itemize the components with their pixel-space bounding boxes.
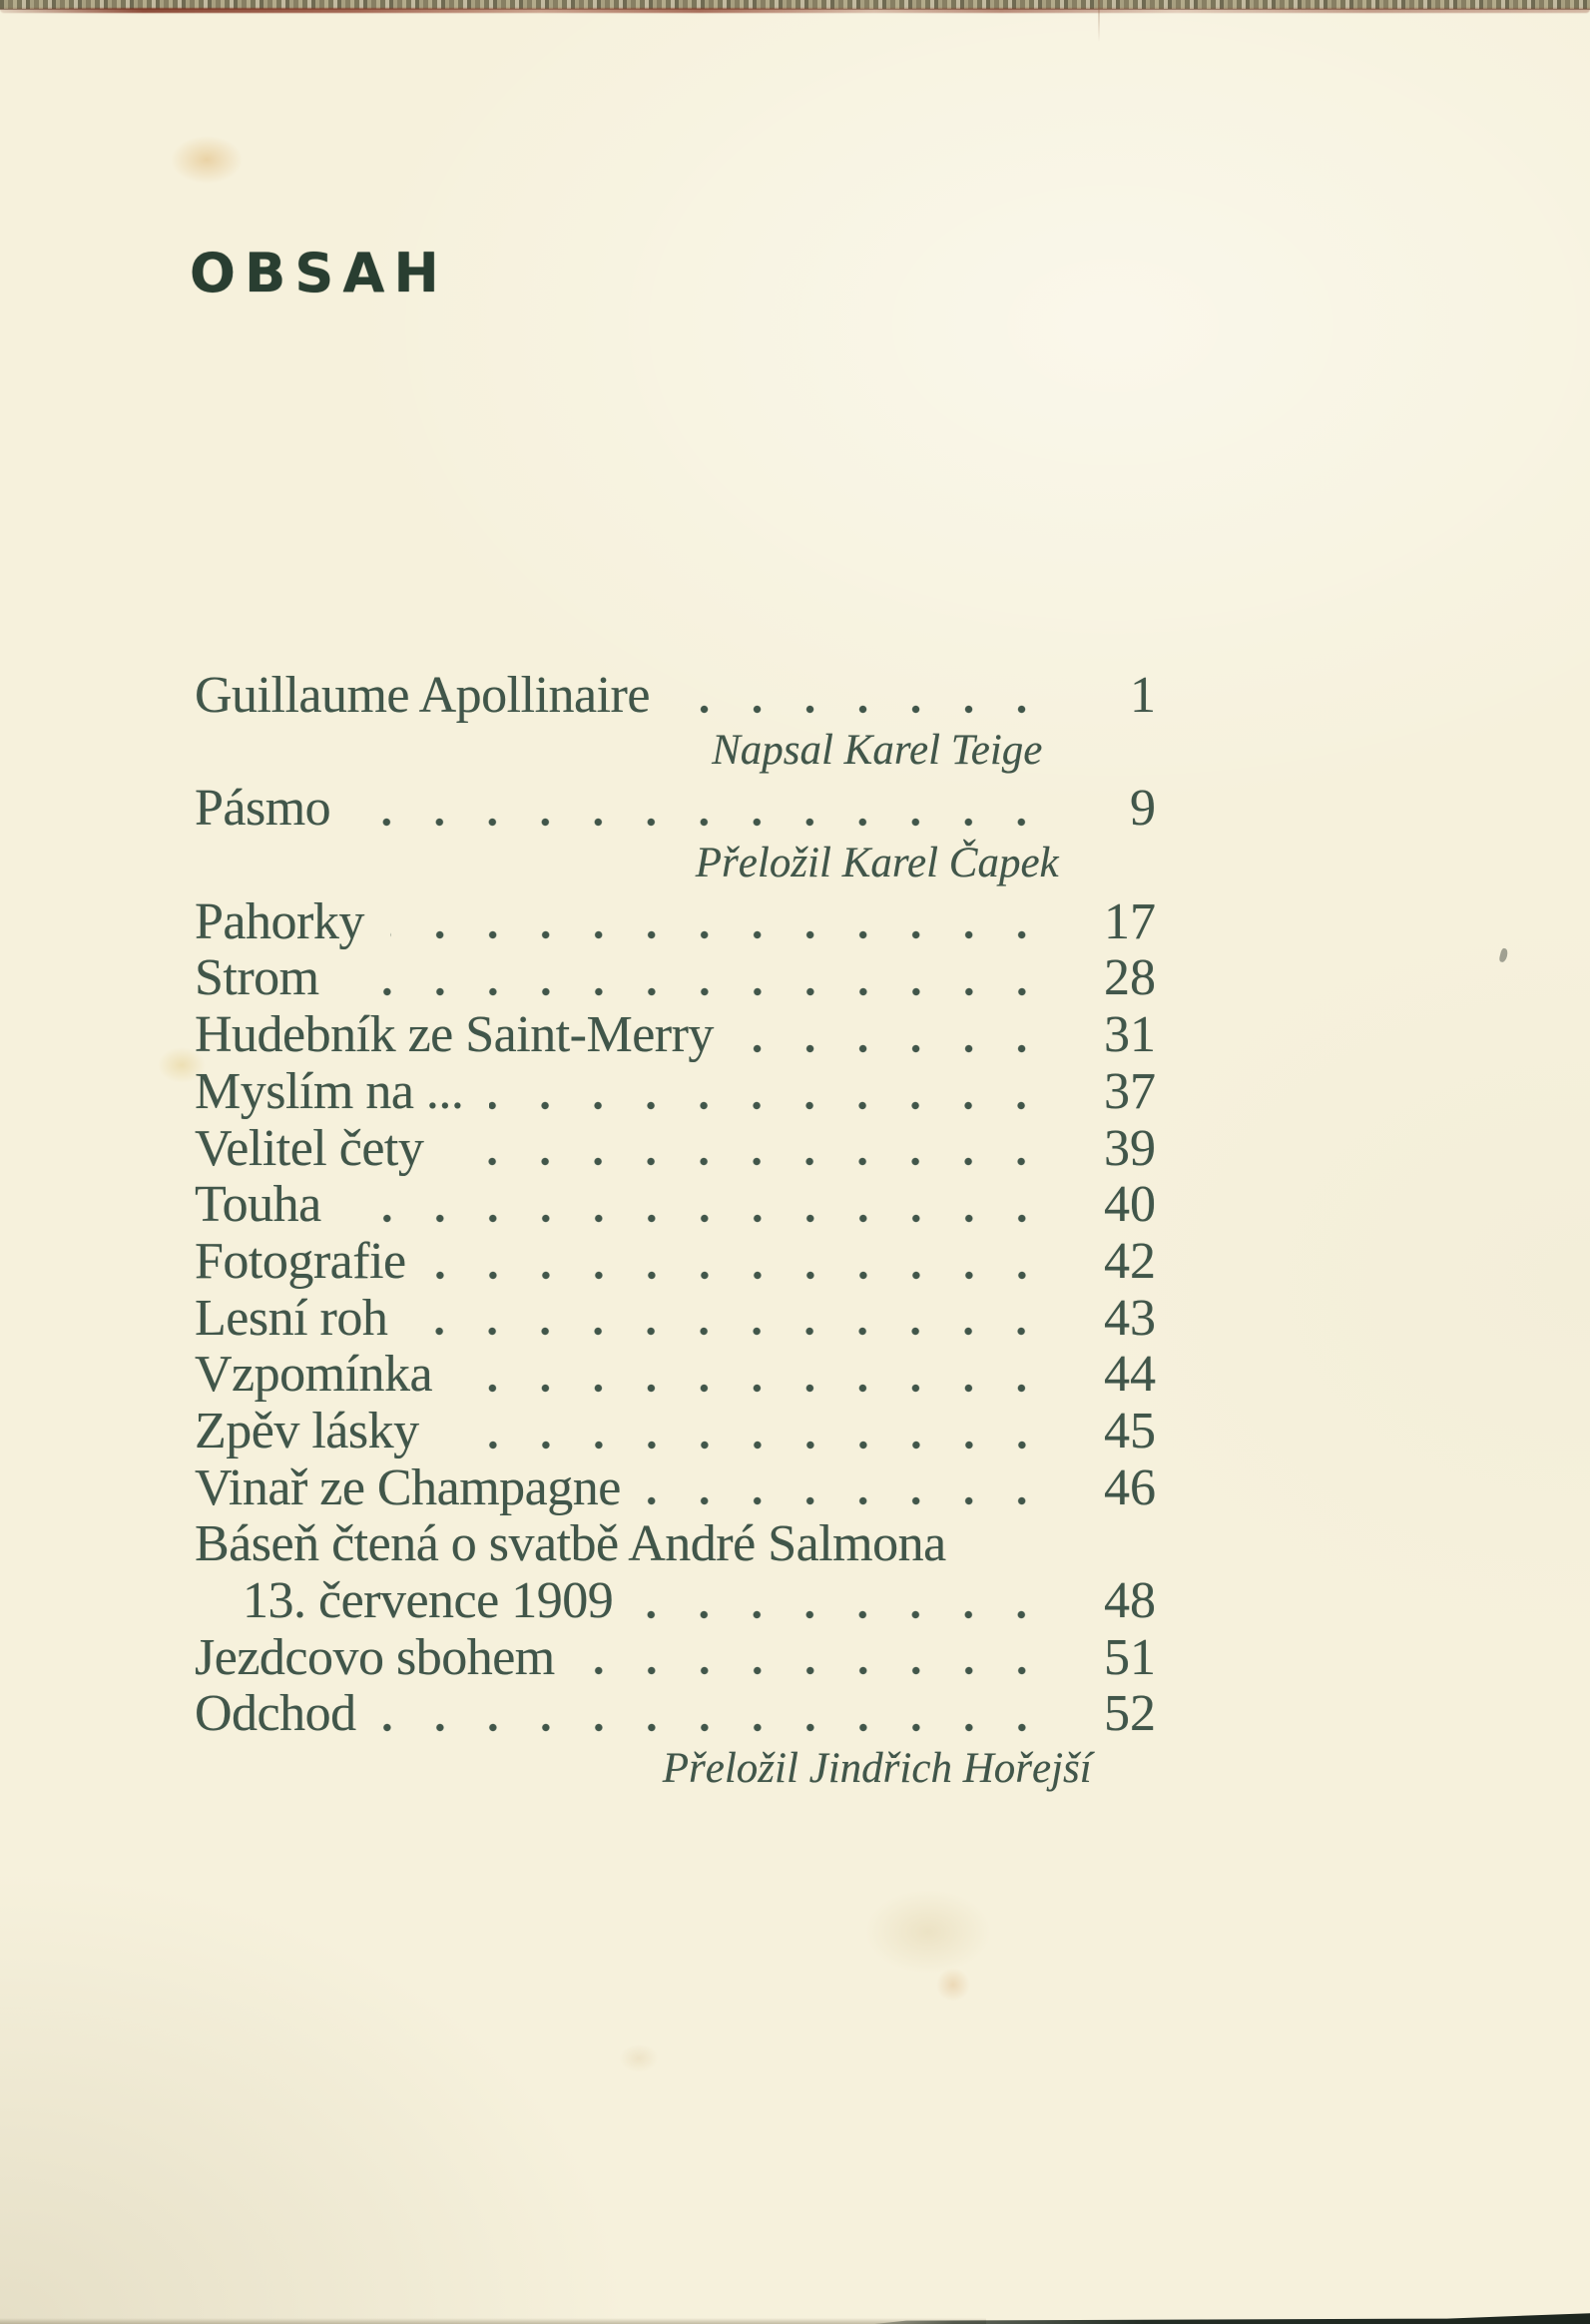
toc-entry-page: 9 — [1130, 780, 1156, 838]
toc-entry-page: 40 — [1104, 1176, 1156, 1234]
toc-entry-title: Pahorky — [195, 892, 364, 950]
dot-leader — [740, 1042, 1052, 1055]
toc-row — [195, 666, 1156, 723]
toc-entry-page: 37 — [1104, 1062, 1156, 1120]
toc-entry-page: 51 — [1104, 1628, 1156, 1686]
toc-entry-title: Fotografie — [195, 1232, 406, 1290]
dot-leader — [449, 1155, 1052, 1168]
toc-entry-title: 13. července 1909 — [243, 1572, 614, 1629]
toc-entry-page: 39 — [1104, 1119, 1156, 1177]
toc-row — [195, 1514, 1156, 1571]
toc-entry-title: Strom — [195, 949, 319, 1007]
dot-leader — [413, 1325, 1052, 1338]
paper-scratch — [1098, 0, 1100, 42]
toc-entry-page: 52 — [1104, 1685, 1156, 1743]
toc-row — [195, 1062, 1156, 1119]
toc-entry-title: Guillaume Apollinaire — [195, 667, 650, 724]
dot-leader — [458, 1382, 1052, 1395]
dot-leader — [390, 928, 1052, 941]
toc-row — [195, 1571, 1156, 1628]
toc-row — [195, 1458, 1156, 1515]
toc-row — [195, 1005, 1156, 1062]
toc-row — [195, 1119, 1156, 1176]
toc-entry-page: 17 — [1104, 892, 1156, 950]
toc-entry-page: 45 — [1104, 1402, 1156, 1459]
toc-entry-title: Odchod — [195, 1685, 356, 1743]
toc-row — [195, 892, 1156, 949]
toc-row — [195, 1402, 1156, 1458]
toc-row — [195, 779, 1156, 836]
translator-note: Napsal Karel Teige — [712, 726, 1043, 774]
dot-leader — [489, 1099, 1052, 1112]
toc-row — [195, 1684, 1156, 1741]
dot-leader — [347, 1212, 1052, 1225]
toc-row — [195, 723, 1156, 780]
toc-entry-page: 1 — [1130, 667, 1156, 724]
toc-row — [195, 1289, 1156, 1346]
toc-row — [195, 1628, 1156, 1685]
toc-entry-title: Hudebník ze Saint-Merry — [195, 1006, 714, 1064]
toc-entry-page: 44 — [1104, 1346, 1156, 1404]
ink-speck — [1498, 947, 1508, 962]
dot-leader — [676, 703, 1052, 716]
binding-line — [0, 8, 1590, 13]
toc-row — [195, 1232, 1156, 1289]
toc-entry-title: Lesní roh — [195, 1289, 388, 1347]
toc-entry-title: Myslím na ... — [195, 1062, 464, 1120]
toc-entry-page: 46 — [1104, 1458, 1156, 1516]
toc-entry-title: Vzpomínka — [195, 1346, 433, 1404]
toc-row — [195, 1175, 1156, 1232]
dot-leader — [345, 985, 1052, 998]
table-of-contents — [195, 666, 1156, 1798]
dot-leader — [382, 1721, 1052, 1734]
translator-note: Přeložil Jindřich Hořejší — [662, 1745, 1092, 1793]
page-bottom-shadow — [0, 2318, 986, 2324]
toc-entry-page: 31 — [1104, 1006, 1156, 1064]
toc-entry-title: Jezdcovo sbohem — [195, 1628, 555, 1686]
toc-row — [195, 1345, 1156, 1402]
toc-entry-page: 43 — [1104, 1289, 1156, 1347]
translator-note: Přeložil Karel Čapek — [695, 840, 1059, 887]
dot-leader — [445, 1439, 1052, 1452]
toc-entry-title: Pásmo — [195, 780, 331, 838]
toc-row — [195, 1741, 1156, 1798]
toc-row — [195, 948, 1156, 1005]
dot-leader — [647, 1494, 1052, 1507]
toc-entry-page: 42 — [1104, 1232, 1156, 1290]
toc-entry-page: 28 — [1104, 949, 1156, 1007]
toc-row — [195, 836, 1156, 892]
toc-entry-title: Velitel čety — [195, 1119, 424, 1177]
toc-entry-page: 48 — [1104, 1572, 1156, 1629]
dot-leader — [356, 816, 1052, 829]
dot-leader — [581, 1664, 1052, 1677]
toc-entry-title: Báseň čtená o svatbě André Salmona — [195, 1515, 946, 1573]
toc-entry-title: Vinař ze Champagne — [195, 1458, 621, 1516]
toc-entry-title: Zpěv lásky — [195, 1402, 419, 1459]
toc-entry-title: Touha — [195, 1176, 321, 1234]
dot-leader — [432, 1269, 1052, 1282]
page-title: OBSAH — [190, 242, 448, 304]
dot-leader — [639, 1608, 1052, 1621]
